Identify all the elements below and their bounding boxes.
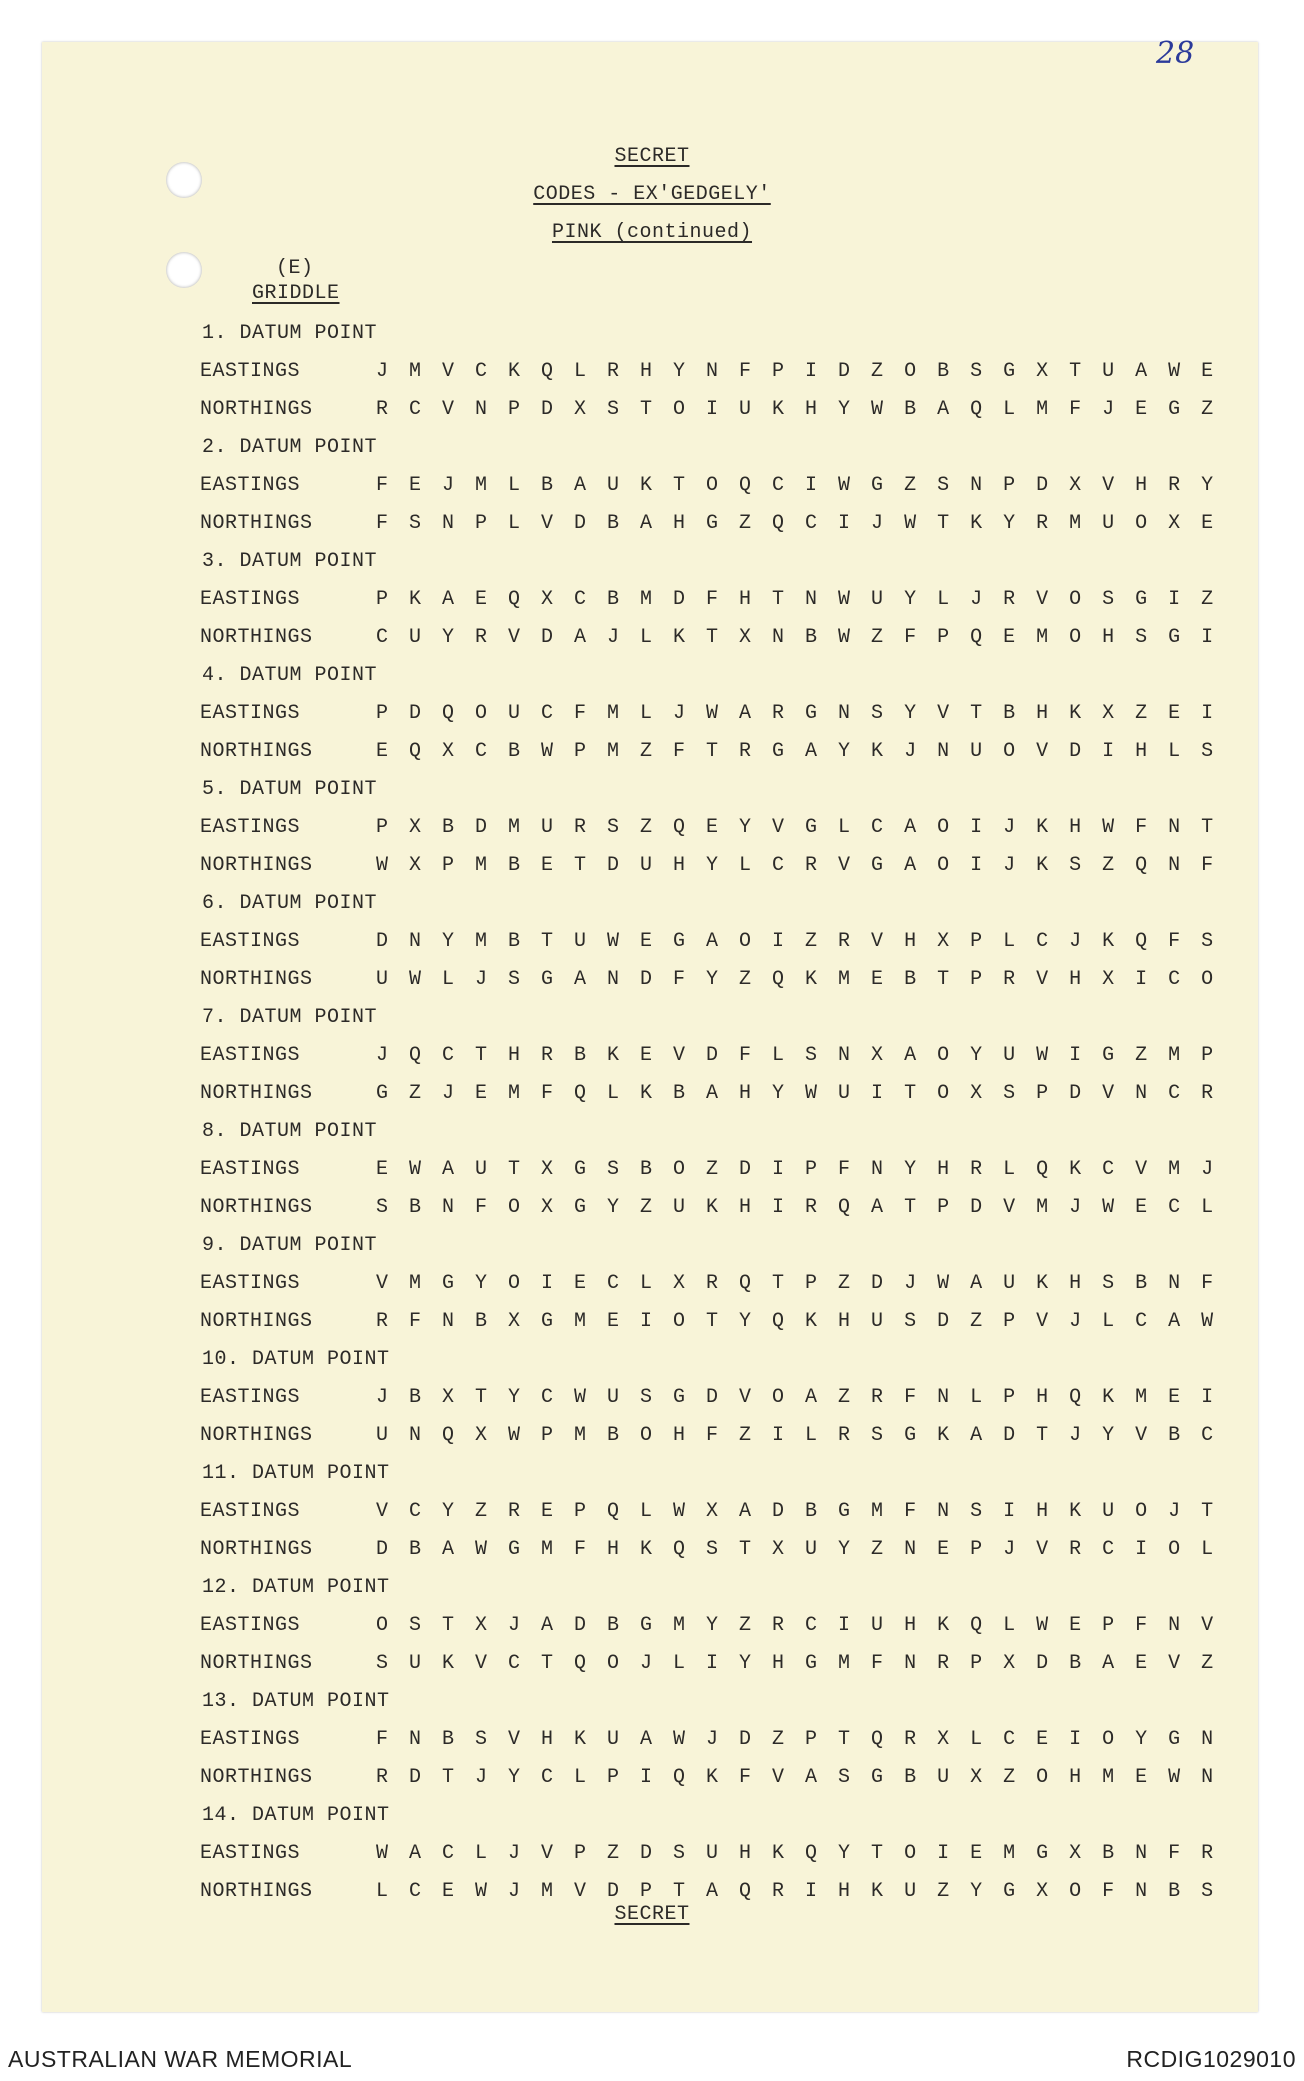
northings-sequence: S U K V C T Q O J L I Y H G M F N R P X D B A E V Z [376,1652,1214,1675]
document-title: CODES - EX'GEDGELY' [533,183,771,206]
datum-point-label: 7. DATUM POINT [202,1006,378,1029]
northings-label: NORTHINGS [200,1424,313,1447]
northings-label: NORTHINGS [200,854,313,877]
datum-point-label: 14. DATUM POINT [202,1804,390,1827]
eastings-sequence: F E J M L B A U K T O Q C I W G Z S N P D X V H R Y [376,474,1214,497]
eastings-sequence: J B X T Y C W U S G D V O A Z R F N L P H Q K M E I [376,1386,1214,1409]
eastings-label: EASTINGS [200,1500,301,1523]
eastings-label: EASTINGS [200,930,301,953]
eastings-sequence: F N B S V H K U A W J D Z P T Q R X L C E I O Y G N [376,1728,1214,1751]
section-letter: (E) [276,257,314,280]
northings-label: NORTHINGS [200,512,313,535]
northings-label: NORTHINGS [200,1652,313,1675]
eastings-sequence: D N Y M B T U W E G A O I Z R V H X P L C J K Q F S [376,930,1214,953]
northings-label: NORTHINGS [200,1196,313,1219]
eastings-label: EASTINGS [200,474,301,497]
eastings-label: EASTINGS [200,816,301,839]
eastings-label: EASTINGS [200,1386,301,1409]
northings-sequence: C U Y R V D A J L K T X N B W Z F P Q E M O H S G I [376,626,1214,649]
datum-point-label: 5. DATUM POINT [202,778,378,801]
northings-sequence: U N Q X W P M B O H F Z I L R S G K A D T J Y V B C [376,1424,1214,1447]
archive-institution: AUSTRALIAN WAR MEMORIAL [8,2046,353,2072]
eastings-label: EASTINGS [200,1044,301,1067]
datum-point-label: 4. DATUM POINT [202,664,378,687]
eastings-label: EASTINGS [200,360,301,383]
document-subtitle: PINK (continued) [551,221,753,244]
northings-sequence: R D T J Y C L P I Q K F V A S G B U X Z O H M E W N [376,1766,1214,1789]
datum-point-label: 12. DATUM POINT [202,1576,390,1599]
northings-label: NORTHINGS [200,968,313,991]
eastings-sequence: O S T X J A D B G M Y Z R C I U H K Q L W E P F N V [376,1614,1214,1637]
eastings-label: EASTINGS [200,1842,301,1865]
northings-sequence: F S N P L V D B A H G Z Q C I J W T K Y R M U O X E [376,512,1214,535]
eastings-sequence: J Q C T H R B K E V D F L S N X A O Y U W I G Z M P [376,1044,1214,1067]
datum-point-label: 1. DATUM POINT [202,322,378,345]
northings-sequence: U W L J S G A N D F Y Z Q K M E B T P R V H X I C O [376,968,1214,991]
eastings-sequence: W A C L J V P Z D S U H K Q Y T O I E M G X B N F R [376,1842,1214,1865]
page-number: 28 [1156,36,1195,71]
eastings-sequence: P K A E Q X C B M D F H T N W U Y L J R V O S G I Z [376,588,1214,611]
northings-sequence: R F N B X G M E I O T Y Q K H U S D Z P V J L C A W [376,1310,1214,1333]
datum-point-label: 13. DATUM POINT [202,1690,390,1713]
northings-label: NORTHINGS [200,1082,313,1105]
northings-sequence: D B A W G M F H K Q S T X U Y Z N E P J V R C I O L [376,1538,1214,1561]
northings-label: NORTHINGS [200,626,313,649]
eastings-sequence: V C Y Z R E P Q L W X A D B G M F N S I H K U O J T [376,1500,1214,1523]
datum-point-label: 9. DATUM POINT [202,1234,378,1257]
eastings-sequence: P D Q O U C F M L J W A R G N S Y V T B H K X Z E I [376,702,1214,725]
classification-footer: SECRET [614,1903,690,1926]
eastings-sequence: J M V C K Q L R H Y N F P I D Z O B S G X T U A W E [376,360,1214,383]
northings-label: NORTHINGS [200,1766,313,1789]
eastings-label: EASTINGS [200,588,301,611]
eastings-sequence: P X B D M U R S Z Q E Y V G L C A O I J K H W F N T [376,816,1214,839]
northings-label: NORTHINGS [200,740,313,763]
datum-point-label: 6. DATUM POINT [202,892,378,915]
eastings-label: EASTINGS [200,1158,301,1181]
eastings-label: EASTINGS [200,1614,301,1637]
eastings-sequence: E W A U T X G S B O Z D I P F N Y H R L Q K C V M J [376,1158,1214,1181]
northings-label: NORTHINGS [200,1880,313,1903]
northings-sequence: L C E W J M V D P T A Q R I H K U Z Y G X O F N B S [376,1880,1214,1903]
classification-header: SECRET [614,145,690,168]
datum-point-label: 2. DATUM POINT [202,436,378,459]
northings-sequence: E Q X C B W P M Z F T R G A Y K J N U O V D I H L S [376,740,1214,763]
datum-point-label: 8. DATUM POINT [202,1120,378,1143]
punch-hole-lower [166,252,202,288]
northings-sequence: G Z J E M F Q L K B A H Y W U I T O X S P D V N C R [376,1082,1214,1105]
northings-label: NORTHINGS [200,1310,313,1333]
section-name: GRIDDLE [252,282,340,305]
datum-point-label: 10. DATUM POINT [202,1348,390,1371]
northings-sequence: R C V N P D X S T O I U K H Y W B A Q L M F J E G Z [376,398,1214,421]
eastings-label: EASTINGS [200,702,301,725]
eastings-label: EASTINGS [200,1728,301,1751]
archive-reference: RCDIG1029010 [1126,2046,1296,2072]
eastings-label: EASTINGS [200,1272,301,1295]
northings-sequence: W X P M B E T D U H Y L C R V G A O I J K S Z Q N F [376,854,1214,877]
northings-label: NORTHINGS [200,398,313,421]
datum-point-label: 11. DATUM POINT [202,1462,390,1485]
northings-sequence: S B N F O X G Y Z U K H I R Q A T P D V M J W E C L [376,1196,1214,1219]
datum-point-label: 3. DATUM POINT [202,550,378,573]
eastings-sequence: V M G Y O I E C L X R Q T P Z D J W A U K H S B N F [376,1272,1214,1295]
northings-label: NORTHINGS [200,1538,313,1561]
